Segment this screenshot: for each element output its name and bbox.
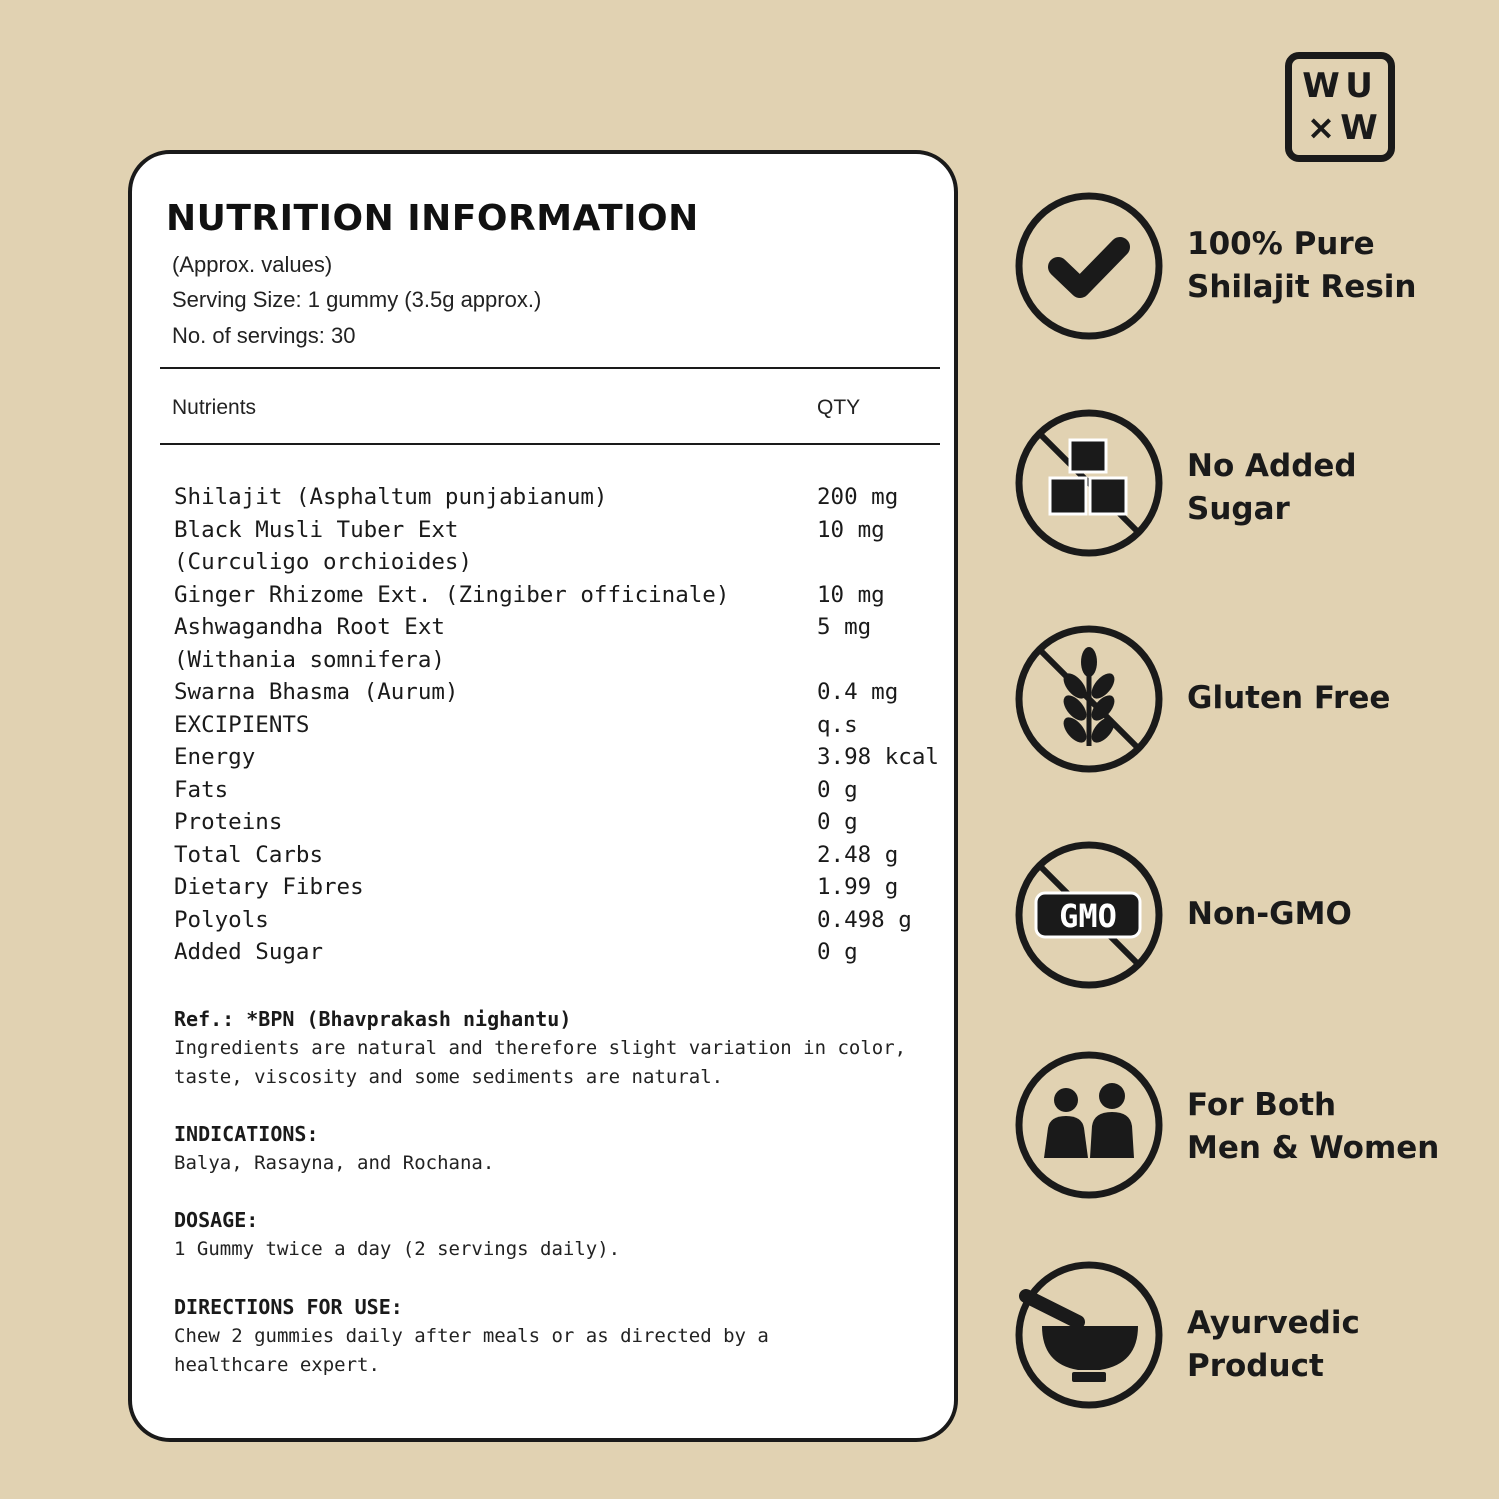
logo-letter: W — [1340, 108, 1378, 148]
nutrient-qty: 3.98 kcal — [817, 744, 939, 770]
men-women-icon — [1014, 1050, 1164, 1200]
check-icon — [1014, 191, 1164, 341]
column-header-qty: QTY — [817, 396, 861, 419]
table-row — [174, 809, 954, 842]
feature-label: Shilajit Resin — [1187, 269, 1417, 305]
nutrient-name: Ashwagandha Root Ext — [174, 614, 445, 640]
nutrient-qty: 0 g — [817, 939, 858, 965]
nutrient-qty: 10 mg — [817, 581, 885, 608]
nutrient-qty: 2.48 g — [817, 841, 899, 868]
table-row — [174, 874, 954, 907]
nutrient-name: (Withania somnifera) — [174, 646, 445, 673]
nutrient-name: Shilajit (Asphaltum punjabianum) — [174, 484, 608, 510]
indications-section — [174, 1119, 954, 1178]
feature-gluten-free — [1014, 624, 1474, 774]
nutrient-qty: 5 mg — [817, 614, 872, 640]
nutrient-qty: 10 mg — [817, 516, 885, 543]
gmo-badge-text: GMO — [1059, 897, 1117, 935]
indications-text: Balya, Rasayna, and Rochana. — [174, 1152, 495, 1174]
feature-label: 100% Pure — [1187, 226, 1375, 262]
table-row — [174, 939, 954, 972]
nutrient-name: Black Musli Tuber Ext — [174, 516, 459, 543]
table-row — [174, 549, 954, 582]
directions-text: Chew 2 gummies daily after meals or as directed by a healthcare expert. — [174, 1325, 769, 1376]
logo-letter: × — [1306, 108, 1336, 148]
divider — [160, 367, 940, 369]
table-row — [174, 614, 954, 647]
nutrient-qty: 1.99 g — [817, 874, 899, 900]
feature-ayurvedic — [1014, 1260, 1474, 1410]
approx-note: (Approx. values) — [172, 252, 333, 277]
nutrient-qty: 0.498 g — [817, 906, 912, 933]
no-sugar-icon — [1014, 408, 1164, 558]
feature-label: Gluten Free — [1187, 680, 1391, 716]
table-row — [174, 647, 954, 680]
table-row — [174, 744, 954, 777]
feature-non-gmo — [1014, 840, 1474, 990]
nutrient-qty: 0.4 mg — [817, 679, 899, 705]
column-header-nutrients: Nutrients — [172, 396, 257, 419]
nutrient-name: Total Carbs — [174, 841, 324, 868]
divider — [160, 443, 940, 445]
nutrient-name: Swarna Bhasma (Aurum) — [174, 679, 459, 705]
nutrient-qty: q.s — [817, 711, 858, 738]
nutrient-name: Polyols — [174, 906, 269, 933]
feature-no-added-sugar — [1014, 408, 1474, 558]
table-row — [174, 842, 954, 875]
table-row — [174, 679, 954, 712]
nutrient-name: Fats — [174, 776, 229, 803]
feature-label: Product — [1187, 1348, 1324, 1384]
indications-heading: INDICATIONS: — [174, 1122, 319, 1146]
nutrient-name: EXCIPIENTS — [174, 711, 310, 738]
directions-section — [174, 1292, 954, 1380]
reference-text: Ingredients are natural and therefore slight variation in color, taste, viscosity and some sediments are natural. — [174, 1037, 907, 1088]
nutrient-qty: 0 g — [817, 809, 858, 835]
table-row — [174, 582, 954, 615]
servings-count: No. of servings: 30 — [172, 323, 356, 348]
reference-heading: Ref.: *BPN (Bhavprakash nighantu) — [174, 1007, 572, 1031]
nutrient-table — [174, 484, 954, 972]
dosage-section — [174, 1205, 954, 1264]
nutrient-name: Dietary Fibres — [174, 874, 364, 900]
nutrient-name: Added Sugar — [174, 939, 324, 965]
directions-heading: DIRECTIONS FOR USE: — [174, 1295, 403, 1319]
nutrient-name: (Curculigo orchioides) — [174, 549, 473, 575]
feature-label: Non-GMO — [1187, 896, 1352, 932]
feature-men-women — [1014, 1050, 1474, 1200]
table-row — [174, 907, 954, 940]
dosage-heading: DOSAGE: — [174, 1208, 259, 1232]
reference-section — [174, 1004, 954, 1092]
mortar-pestle-icon — [1014, 1260, 1164, 1410]
nutrient-qty: 200 mg — [817, 484, 899, 510]
serving-size: Serving Size: 1 gummy (3.5g approx.) — [172, 287, 542, 312]
feature-label: Sugar — [1187, 491, 1290, 527]
nutrient-qty: 0 g — [817, 776, 858, 803]
nutrient-name: Ginger Rhizome Ext. (Zingiber officinale) — [174, 581, 730, 608]
table-row — [174, 517, 954, 550]
feature-label: Ayurvedic — [1187, 1305, 1360, 1341]
feature-label: No Added — [1187, 448, 1357, 484]
feature-pure-shilajit — [1014, 191, 1474, 341]
non-gmo-icon — [1014, 840, 1164, 990]
table-row — [174, 712, 954, 745]
logo-letter: W — [1302, 66, 1340, 106]
nutrition-panel — [128, 150, 958, 1442]
feature-label: For Both — [1187, 1087, 1337, 1123]
table-row — [174, 777, 954, 810]
table-row — [174, 484, 954, 517]
dosage-text: 1 Gummy twice a day (2 servings daily). — [174, 1238, 621, 1260]
gluten-free-icon — [1014, 624, 1164, 774]
logo-letter: U — [1345, 66, 1373, 106]
panel-title: NUTRITION INFORMATION — [166, 198, 699, 239]
nutrient-name: Proteins — [174, 809, 283, 835]
feature-label: Men & Women — [1187, 1130, 1440, 1166]
brand-logo — [1285, 52, 1395, 162]
nutrient-name: Energy — [174, 744, 256, 770]
